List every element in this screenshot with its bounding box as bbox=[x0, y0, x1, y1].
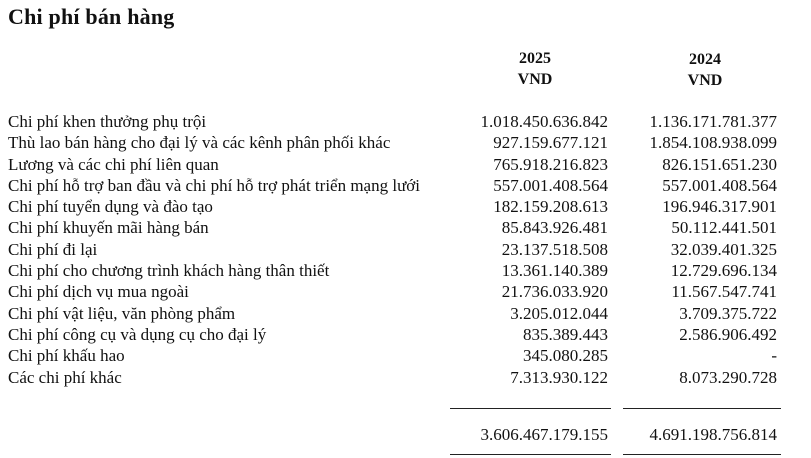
row-label: Chi phí dịch vụ mua ngoài bbox=[8, 282, 189, 302]
value-2024: 50.112.441.501 bbox=[671, 218, 777, 238]
value-2025: 765.918.216.823 bbox=[493, 154, 608, 174]
value-2025: 557.001.408.564 bbox=[493, 175, 608, 195]
value-2025: 927.159.677.121 bbox=[493, 133, 608, 153]
row-label: Chi phí công cụ và dụng cụ cho đại lý bbox=[8, 324, 267, 344]
row-label: Các chi phí khác bbox=[8, 367, 122, 387]
row-label: Chi phí tuyển dụng và đào tạo bbox=[8, 197, 213, 217]
value-2025: 23.137.518.508 bbox=[501, 239, 608, 259]
total-underline-2024 bbox=[623, 454, 781, 455]
value-2024: 557.001.408.564 bbox=[662, 175, 777, 195]
page-title: Chi phí bán hàng bbox=[8, 4, 175, 29]
row-label: Thù lao bán hàng cho đại lý và các kênh phân phối khác bbox=[8, 133, 391, 153]
value-2025: 7.313.930.122 bbox=[510, 367, 608, 387]
table-row bbox=[0, 217, 811, 238]
total-divider-2024 bbox=[623, 408, 781, 409]
value-2025: 85.843.926.481 bbox=[501, 218, 608, 238]
table-row bbox=[0, 281, 811, 302]
row-label: Chi phí khấu hao bbox=[8, 346, 125, 366]
value-2024: 3.709.375.722 bbox=[679, 303, 777, 323]
value-2025: 21.736.033.920 bbox=[501, 282, 608, 302]
table-row bbox=[0, 111, 811, 132]
value-2024: 1.854.108.938.099 bbox=[649, 133, 777, 153]
row-label: Chi phí hỗ trợ ban đầu và chi phí hỗ trợ phát triển mạng lưới bbox=[8, 175, 421, 195]
column-header-2024 bbox=[625, 49, 785, 91]
value-2024: 196.946.317.901 bbox=[662, 197, 777, 217]
value-2025: 345.080.285 bbox=[523, 346, 608, 366]
column-year: 2025 bbox=[519, 50, 551, 67]
column-year: 2024 bbox=[689, 51, 721, 68]
value-2025: 835.389.443 bbox=[523, 324, 608, 344]
value-2025: 1.018.450.636.842 bbox=[480, 112, 608, 131]
value-2025: 182.159.208.613 bbox=[493, 197, 608, 217]
row-label: Chi phí đi lại bbox=[8, 239, 98, 259]
value-2025: 3.205.012.044 bbox=[510, 303, 608, 323]
value-2024: 1.136.171.781.377 bbox=[649, 112, 777, 131]
table-row bbox=[0, 303, 811, 324]
table-row bbox=[0, 345, 811, 366]
table-row bbox=[0, 154, 811, 175]
value-2024: 8.073.290.728 bbox=[679, 367, 777, 387]
total-2024: 4.691.198.756.814 bbox=[649, 425, 777, 444]
row-label: Chi phí khen thưởng phụ trội bbox=[8, 112, 207, 131]
total-2025: 3.606.467.179.155 bbox=[480, 425, 608, 444]
row-label: Chi phí khuyến mãi hàng bán bbox=[8, 218, 209, 238]
table-row bbox=[0, 132, 811, 153]
table-row bbox=[0, 260, 811, 281]
row-label: Chi phí cho chương trình khách hàng thân thiết bbox=[8, 261, 330, 281]
table-row bbox=[0, 367, 811, 388]
table-row bbox=[0, 239, 811, 260]
table-row bbox=[0, 175, 811, 196]
value-2024: - bbox=[771, 346, 777, 366]
table-row bbox=[0, 324, 811, 345]
total-divider-2025 bbox=[450, 408, 611, 409]
column-unit: VND bbox=[517, 71, 553, 88]
value-2024: 826.151.651.230 bbox=[662, 154, 777, 174]
row-label: Chi phí vật liệu, văn phòng phẩm bbox=[8, 303, 236, 323]
expense-table bbox=[0, 111, 811, 388]
row-label: Lương và các chi phí liên quan bbox=[8, 154, 219, 174]
value-2024: 12.729.696.134 bbox=[670, 261, 777, 281]
table-row bbox=[0, 196, 811, 217]
column-header-2025 bbox=[455, 48, 615, 90]
value-2024: 2.586.906.492 bbox=[679, 324, 777, 344]
value-2024: 32.039.401.325 bbox=[670, 239, 777, 259]
value-2024: 11.567.547.741 bbox=[671, 282, 777, 302]
total-underline-2025 bbox=[450, 454, 611, 455]
value-2025: 13.361.140.389 bbox=[501, 261, 608, 281]
column-unit: VND bbox=[687, 72, 723, 89]
